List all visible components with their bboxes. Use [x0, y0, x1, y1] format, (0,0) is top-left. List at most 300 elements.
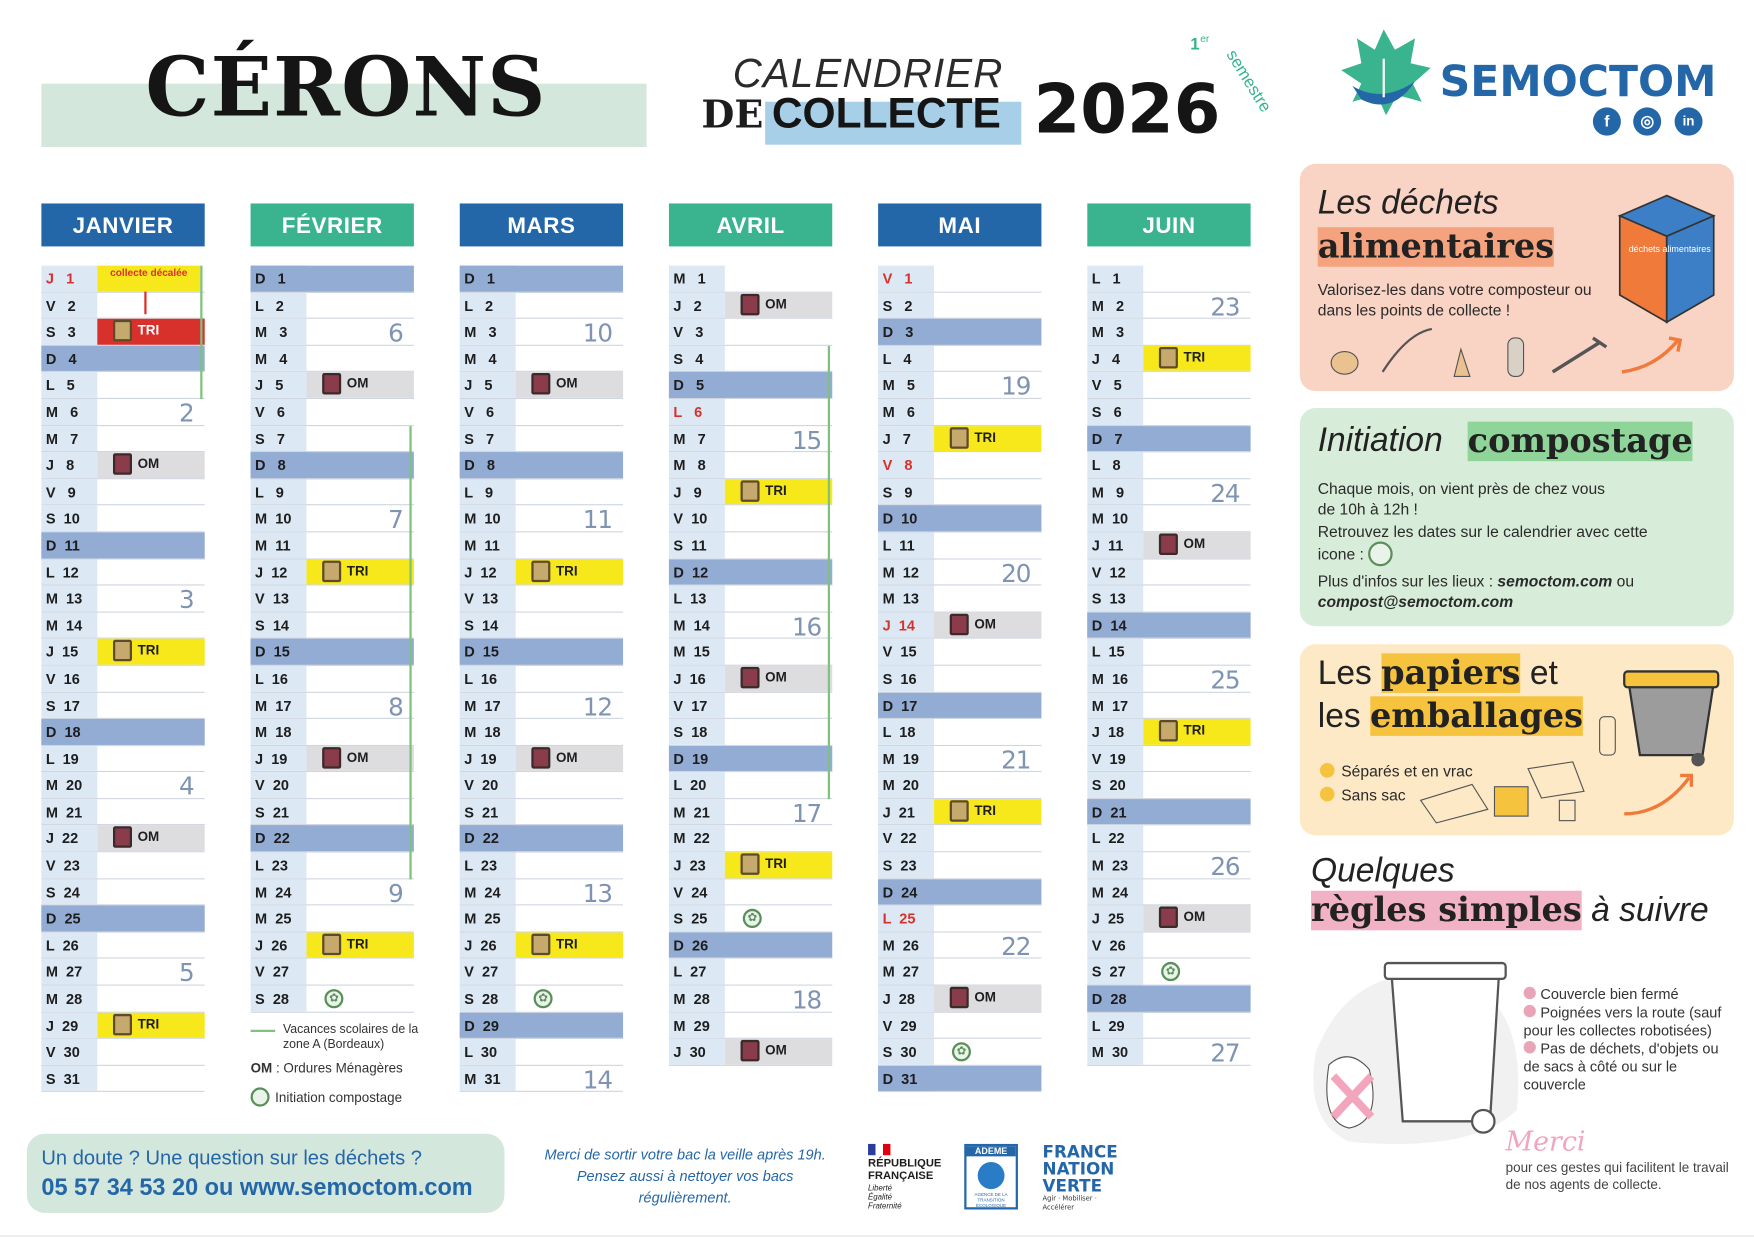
recycling-bin-icon	[1159, 720, 1178, 741]
day-row	[251, 559, 414, 586]
day-label: M 17	[1087, 692, 1143, 718]
collection-label: OM	[1183, 909, 1206, 925]
day-row	[878, 719, 1041, 746]
day-row	[41, 1066, 204, 1093]
day-row	[669, 479, 832, 506]
day-label: V 29	[878, 1012, 934, 1038]
day-row	[669, 879, 832, 906]
day-row	[669, 826, 832, 853]
instagram-icon[interactable]: ◎	[1633, 107, 1661, 135]
rules-item-text: Pas de déchets, d'objets ou de sacs à côté ou sur le couvercle	[1523, 1039, 1719, 1094]
collection-label: OM	[137, 455, 160, 472]
day-label: L 22	[1087, 826, 1143, 852]
ademe-sub: AGENCE DE LA TRANSITION ÉCOLOGIQUE	[974, 1191, 1008, 1209]
day-row	[669, 746, 832, 773]
day-label: M 27	[41, 959, 97, 985]
day-label: J 30	[669, 1039, 725, 1065]
rf-motto: Liberté Égalité Fraternité	[868, 1184, 902, 1211]
linkedin-icon[interactable]: in	[1675, 107, 1703, 135]
compost-session	[934, 1039, 1041, 1065]
tri-collection	[516, 932, 623, 958]
day-label: V 20	[460, 772, 516, 798]
day-row	[460, 346, 623, 373]
food-bin-label: déchets alimentaires	[1628, 244, 1711, 255]
day-label: V 1	[878, 266, 934, 292]
day-label: S 27	[1087, 959, 1143, 985]
day-row	[878, 772, 1041, 799]
day-row	[41, 772, 204, 802]
collection-label: TRI	[346, 562, 369, 579]
week-number: 2	[178, 400, 194, 429]
om-collection	[725, 1039, 832, 1065]
day-row	[460, 586, 623, 613]
rules-merci: Merci	[1505, 1125, 1586, 1158]
day-row	[1087, 932, 1250, 959]
day-label: S 16	[878, 666, 934, 692]
collection-label: OM	[346, 375, 369, 392]
om-bin-icon	[113, 827, 132, 848]
day-row	[251, 986, 414, 1013]
om-collection	[934, 612, 1041, 638]
day-label: L 26	[41, 932, 97, 958]
om-collection	[307, 746, 414, 772]
day-row	[41, 879, 204, 906]
day-label: M 6	[41, 399, 97, 425]
day-label: J 14	[878, 612, 934, 638]
day-label: M 24	[460, 879, 516, 905]
tri-collection	[97, 639, 204, 665]
day-label: S 25	[669, 906, 725, 932]
paper-title-1-bold: papiers	[1381, 653, 1521, 693]
day-row	[669, 372, 832, 399]
om-legend-text: : Ordures Ménagères	[272, 1060, 403, 1077]
day-row	[1087, 452, 1250, 479]
semoctom-logo-icon	[1337, 25, 1433, 122]
recycling-bin-icon	[113, 640, 132, 661]
day-label: L 23	[460, 852, 516, 878]
day-row	[669, 559, 832, 586]
day-label: M 24	[251, 879, 307, 905]
week-number: 21	[1001, 746, 1031, 776]
compost-icon: ✿	[1161, 962, 1180, 981]
rules-item	[1524, 1040, 1732, 1094]
day-row	[460, 879, 623, 909]
day-label: S 31	[41, 1066, 97, 1092]
arrow-down-icon	[144, 292, 146, 315]
day-label: D 22	[460, 826, 516, 852]
tri-collection	[725, 852, 832, 878]
week-number: 13	[582, 880, 612, 909]
day-label: D 21	[1087, 799, 1143, 825]
day-label: J 1	[41, 266, 97, 292]
day-row	[1087, 799, 1250, 826]
day-row	[251, 692, 414, 722]
day-row	[1087, 506, 1250, 533]
day-label: M 16	[1087, 666, 1143, 692]
day-row	[251, 426, 414, 453]
day-row	[1087, 772, 1250, 799]
calendar-year: 2026	[1033, 70, 1221, 150]
collection-label: TRI	[765, 855, 787, 872]
day-row	[1087, 746, 1250, 773]
paper-title-1a: Les	[1317, 654, 1382, 692]
compost-panel	[1300, 408, 1734, 626]
day-row	[460, 559, 623, 586]
collection-label: TRI	[555, 562, 578, 579]
day-list	[1087, 266, 1250, 1069]
rules-item	[1524, 986, 1732, 1004]
day-label: V 27	[460, 959, 516, 985]
town-title: CÉRONS	[145, 38, 547, 135]
day-label: D 15	[460, 639, 516, 665]
day-row	[251, 292, 414, 319]
day-label: D 31	[878, 1066, 934, 1092]
om-legend-abbr: OM	[250, 1060, 273, 1077]
day-label: V 19	[1087, 746, 1143, 772]
help-contact[interactable]: 05 57 34 53 20 ou www.semoctom.com	[41, 1174, 473, 1201]
day-label: J 15	[41, 639, 97, 665]
day-row	[878, 932, 1041, 962]
compost-site-link[interactable]: semoctom.com	[1497, 571, 1613, 591]
day-label: V 6	[251, 399, 307, 425]
day-row	[878, 986, 1041, 1013]
day-label: J 9	[669, 479, 725, 505]
vacances-legend-line	[251, 1030, 276, 1032]
day-row	[878, 479, 1041, 506]
day-label: J 4	[1087, 346, 1143, 372]
day-label: M 25	[460, 906, 516, 932]
day-label: D 24	[878, 879, 934, 905]
day-row	[878, 879, 1041, 906]
day-row	[878, 639, 1041, 666]
day-row	[1087, 479, 1250, 509]
day-label: J 19	[460, 746, 516, 772]
day-label: S 2	[878, 292, 934, 318]
day-row	[251, 852, 414, 879]
om-collection	[516, 372, 623, 398]
rules-title-bold: règles simples	[1311, 890, 1582, 931]
compost-text-3	[1318, 571, 1732, 612]
day-label: M 24	[1087, 879, 1143, 905]
week-number: 20	[1001, 560, 1031, 589]
day-row	[878, 292, 1041, 319]
day-label: M 4	[460, 346, 516, 372]
day-label: M 28	[41, 986, 97, 1012]
day-row	[1087, 372, 1250, 399]
day-label: D 5	[669, 372, 725, 398]
om-collection	[934, 986, 1041, 1012]
ademe-text: ADEME	[966, 1146, 1015, 1156]
day-label: V 26	[1087, 932, 1143, 958]
day-label: M 8	[669, 452, 725, 478]
compost-legend-text: Initiation compostage	[275, 1089, 403, 1106]
day-label: M 10	[1087, 506, 1143, 532]
compost-icon: ✿	[324, 989, 343, 1008]
day-row	[1087, 826, 1250, 853]
om-bin-icon	[531, 373, 550, 394]
day-row	[460, 479, 623, 506]
check-icon	[1320, 787, 1335, 802]
facebook-icon[interactable]: f	[1593, 107, 1621, 135]
day-row	[460, 692, 623, 722]
day-row	[1087, 586, 1250, 613]
week-number: 3	[178, 586, 194, 616]
day-label: M 30	[1087, 1039, 1143, 1065]
day-row	[460, 959, 623, 986]
day-row	[460, 986, 623, 1013]
day-label: D 25	[41, 906, 97, 932]
om-bin-icon	[322, 373, 341, 394]
om-bin-icon	[322, 747, 341, 768]
day-label: D 15	[251, 639, 307, 665]
day-label: S 10	[41, 506, 97, 532]
day-label: M 2	[1087, 292, 1143, 318]
day-label: L 25	[878, 906, 934, 932]
day-label: D 8	[251, 452, 307, 478]
day-label: V 13	[460, 586, 516, 612]
day-label: S 14	[251, 612, 307, 638]
compost-text-3-mid: ou	[1612, 571, 1635, 591]
school-holiday-marker	[828, 346, 830, 799]
day-row	[878, 266, 1041, 293]
day-row	[460, 399, 623, 426]
day-row	[460, 452, 623, 479]
compost-email-link[interactable]: compost@semoctom.com	[1317, 592, 1514, 611]
tri-collection	[97, 1012, 204, 1038]
day-row	[41, 959, 204, 989]
om-bin-icon	[741, 1040, 760, 1061]
day-row	[1087, 426, 1250, 453]
school-holiday-marker	[200, 266, 202, 399]
globe-icon	[978, 1162, 1005, 1189]
compost-text-2	[1318, 521, 1654, 566]
day-label: M 6	[878, 399, 934, 425]
tri-collection	[934, 426, 1041, 452]
day-row	[251, 506, 414, 536]
collection-label: TRI	[137, 1015, 160, 1032]
day-row	[41, 799, 204, 826]
day-label: S 14	[460, 612, 516, 638]
day-label: S 21	[460, 799, 516, 825]
day-row	[878, 906, 1041, 933]
postponed-note: collecte décalée	[97, 266, 200, 292]
day-label: S 17	[41, 692, 97, 718]
day-row	[251, 319, 414, 349]
day-label: S 21	[251, 799, 307, 825]
day-label: S 20	[1087, 772, 1143, 798]
day-row	[1087, 346, 1250, 373]
day-row	[41, 346, 204, 373]
day-row	[1087, 1012, 1250, 1039]
day-label: L 16	[251, 666, 307, 692]
day-label: S 18	[669, 719, 725, 745]
day-label: J 2	[669, 292, 725, 318]
day-label: M 18	[251, 719, 307, 745]
day-row	[251, 586, 414, 613]
week-number: 14	[582, 1066, 612, 1096]
day-row	[460, 906, 623, 933]
om-collection	[725, 666, 832, 692]
day-label: L 19	[41, 746, 97, 772]
day-row	[1087, 959, 1250, 986]
day-row	[878, 399, 1041, 426]
day-row	[41, 666, 204, 693]
tri-collection	[1143, 346, 1250, 372]
day-row	[460, 506, 623, 536]
collection-label: OM	[1183, 535, 1206, 552]
food-title-bold	[1318, 227, 1554, 267]
day-label: M 11	[460, 532, 516, 558]
day-row	[1087, 639, 1250, 666]
day-row	[41, 479, 204, 506]
collection-label: TRI	[555, 935, 578, 952]
compost-icon	[1368, 541, 1393, 566]
day-label: M 23	[1087, 852, 1143, 878]
month-header: MAI	[878, 203, 1041, 246]
month-column	[1087, 203, 1250, 1069]
day-row	[669, 346, 832, 373]
day-label: M 12	[878, 559, 934, 585]
day-label: V 16	[41, 666, 97, 692]
day-label: M 1	[669, 266, 725, 292]
day-label: L 9	[251, 479, 307, 505]
week-number: 8	[388, 693, 403, 722]
day-label: M 13	[878, 586, 934, 612]
day-row	[1087, 559, 1250, 586]
check-icon	[1320, 763, 1335, 778]
day-label: S 4	[669, 346, 725, 372]
compost-title-bold-text: compostage	[1467, 421, 1693, 462]
day-label: L 12	[41, 559, 97, 585]
day-row	[460, 932, 623, 959]
fnv-sub: Agir · Mobiliser · Accélérer	[1042, 1194, 1097, 1212]
day-label: J 22	[41, 826, 97, 852]
day-list	[460, 266, 623, 1096]
day-row	[460, 746, 623, 773]
day-row	[460, 799, 623, 826]
republique-francaise-logo	[868, 1144, 946, 1212]
month-column	[669, 203, 832, 1061]
day-row	[251, 666, 414, 693]
day-row	[251, 826, 414, 853]
day-label: S 7	[460, 426, 516, 452]
day-row	[1087, 319, 1250, 346]
day-label: L 27	[669, 959, 725, 985]
collection-label: TRI	[346, 935, 369, 952]
day-label: L 1	[1087, 266, 1143, 292]
om-collection	[307, 372, 414, 398]
om-bin-icon	[741, 667, 760, 688]
paper-item-2	[1320, 784, 1406, 804]
day-label: V 12	[1087, 559, 1143, 585]
day-row	[669, 666, 832, 693]
day-label: D 14	[1087, 612, 1143, 638]
day-row	[878, 319, 1041, 346]
day-row	[41, 932, 204, 959]
month-column	[251, 203, 414, 1008]
week-number: 25	[1210, 666, 1240, 696]
collection-label: TRI	[974, 429, 996, 445]
collection-label: OM	[555, 375, 578, 392]
day-row	[1087, 906, 1250, 933]
day-label: M 26	[878, 932, 934, 958]
collection-label: OM	[974, 615, 996, 632]
day-label: D 4	[41, 346, 97, 372]
day-row	[878, 1012, 1041, 1039]
day-row	[669, 719, 832, 746]
day-label: S 24	[41, 879, 97, 905]
day-label: J 29	[41, 1012, 97, 1038]
day-label: M 21	[669, 799, 725, 825]
day-row	[460, 1012, 623, 1039]
recycling-items-illustration	[1416, 660, 1729, 827]
day-row	[669, 452, 832, 479]
compost-session	[516, 986, 623, 1012]
day-row	[460, 666, 623, 693]
om-collection	[516, 746, 623, 772]
day-label: D 19	[669, 746, 725, 772]
day-label: L 30	[460, 1039, 516, 1065]
tri-collection	[1143, 719, 1250, 745]
day-row	[669, 1012, 832, 1039]
day-row	[878, 506, 1041, 533]
month-column	[460, 203, 623, 1096]
day-label: D 8	[460, 452, 516, 478]
fnv-text: FRANCE NATION VERTE	[1042, 1141, 1118, 1196]
rules-item-text: Poignées vers la route (sauf pour les collectes robotisées)	[1523, 1003, 1722, 1039]
calendar-title-de: DE	[701, 92, 764, 138]
food-title-bold-text: alimentaires	[1317, 227, 1555, 267]
recycling-bin-icon	[113, 320, 132, 341]
day-row	[41, 852, 204, 879]
day-label: S 28	[460, 986, 516, 1012]
day-row	[669, 399, 832, 426]
day-label: L 18	[878, 719, 934, 745]
tri-collection	[97, 319, 204, 345]
day-label: V 5	[1087, 372, 1143, 398]
day-label: M 17	[460, 692, 516, 718]
day-row	[1087, 986, 1250, 1013]
day-label: M 10	[251, 506, 307, 532]
day-row	[669, 852, 832, 879]
day-list	[669, 266, 832, 1066]
day-label: J 11	[1087, 532, 1143, 558]
day-label: V 30	[41, 1039, 97, 1065]
food-title-light: Les déchets	[1317, 184, 1499, 222]
rules-title-2	[1311, 891, 1709, 931]
day-row	[41, 532, 204, 559]
day-row	[41, 986, 204, 1013]
day-label: V 17	[669, 692, 725, 718]
day-row	[669, 1039, 832, 1066]
recycling-bin-icon	[322, 560, 341, 581]
day-label: S 3	[41, 319, 97, 345]
month-header: MARS	[460, 203, 623, 246]
calendar-title-collecte: COLLECTE	[771, 90, 1001, 138]
day-label: V 9	[41, 479, 97, 505]
vacances-legend-text: Vacances scolaires de la zone A (Bordeaux)	[283, 1022, 419, 1052]
day-row	[41, 612, 204, 639]
day-row	[878, 372, 1041, 402]
day-label: V 24	[669, 879, 725, 905]
week-number: 17	[791, 800, 822, 829]
day-row	[460, 612, 623, 639]
day-label: J 28	[878, 986, 934, 1012]
day-label: J 5	[460, 372, 516, 398]
day-row	[41, 559, 204, 586]
food-waste-panel	[1300, 164, 1734, 391]
day-label: V 27	[251, 959, 307, 985]
